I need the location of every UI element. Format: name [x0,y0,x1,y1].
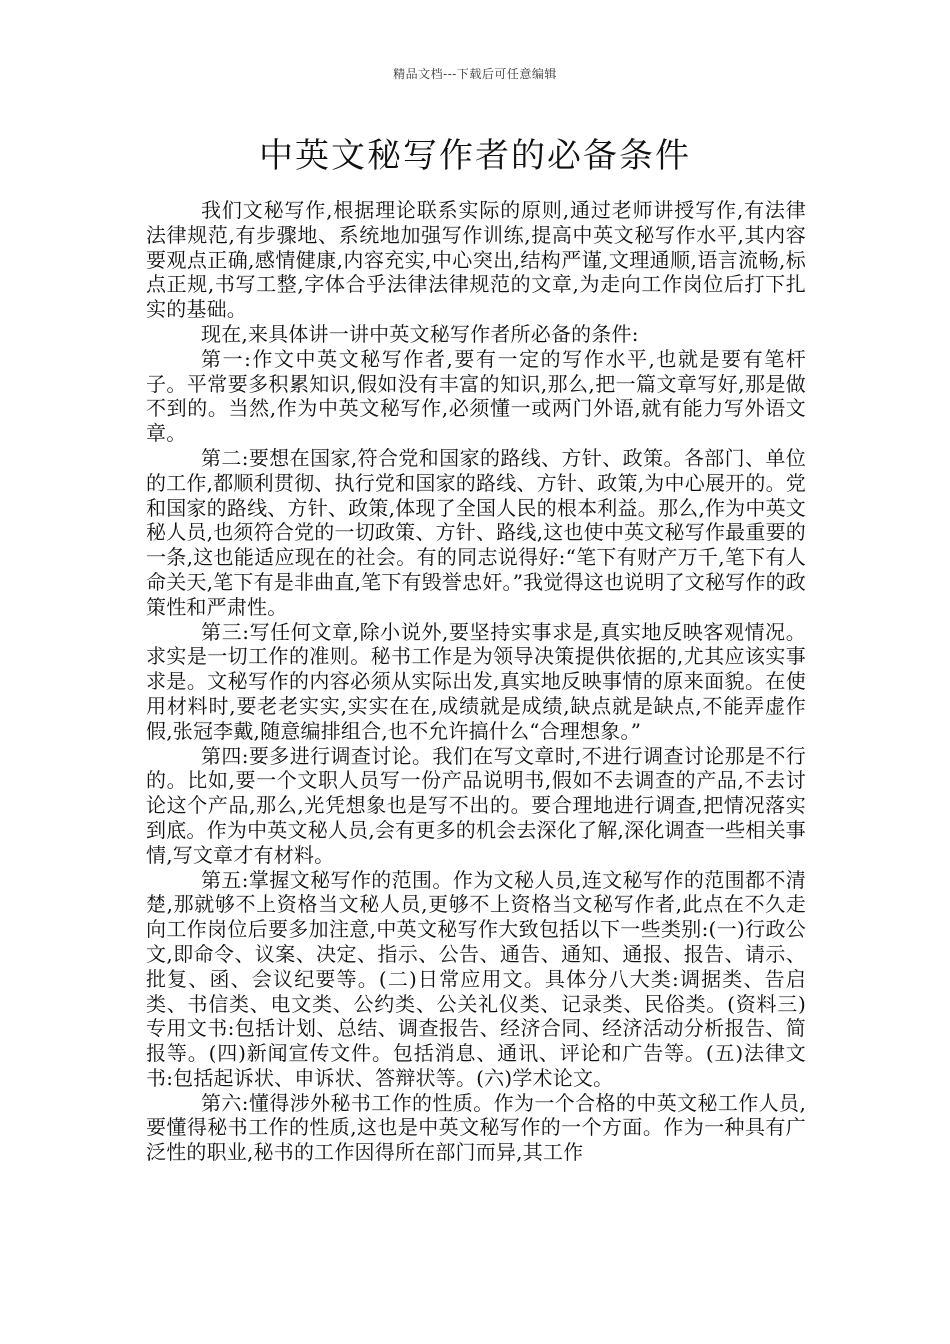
paragraph-condition-3: 第三:写任何文章,除小说外,要坚持实事求是,真实地反映客观情况。求实是一切工作的准则。秘书工作是为领导决策提供依据的,尤其应该实事求是。文秘写作的内容必须从实际出发,真实地反映事情的原来面貌。在使用材料时,要老老实实,实实在在,成绩就是成绩,缺点就是缺点,不能弄虚作假,张冠李戴,随意编排组合,也不允许搞什么“合理想象。” [146,619,806,743]
paragraph-condition-2: 第二:要想在国家,符合党和国家的路线、方针、政策。各部门、单位的工作,都顺利贯彻、执行党和国家的路线、方针、政策,为中心展开的。党和国家的路线、方针、政策,体现了全国人民的根本利益。那么,作为中英文秘人员,也须符合党的一切政策、方针、路线,这也使中英文秘写作最重要的一条,这也能适应现在的社会。有的同志说得好:“笔下有财产万千,笔下有人命关天,笔下有是非曲直,笔下有毁誉忠奸。”我觉得这也说明了文秘写作的政策性和严肃性。 [146,445,806,619]
document-body [146,198,806,1165]
paragraph-intro: 我们文秘写作,根据理论联系实际的原则,通过老师讲授写作,有法律法律规范,有步骤地、系统地加强写作训练,提高中英文秘写作水平,其内容要观点正确,感情健康,内容充实,中心突出,结构严谨,文理通顺,语言流畅,标点正规,书写工整,字体合乎法律法律规范的文章,为走向工作岗位后打下扎实的基础。 [146,198,806,322]
paragraph-condition-6: 第六:懂得涉外秘书工作的性质。作为一个合格的中英文秘工作人员,要懂得秘书工作的性质,这也是中英文秘写作的一个方面。作为一种具有广泛性的职业,秘书的工作因得所在部门而异,其工作 [146,1090,806,1165]
paragraph-condition-4: 第四:要多进行调查讨论。我们在写文章时,不进行调查讨论那是不行的。比如,要一个文职人员写一份产品说明书,假如不去调查的产品,不去讨论这个产品,那么,光凭想象也是写不出的。要合理地进行调查,把情况落实到底。作为中英文秘人员,会有更多的机会去深化了解,深化调查一些相关事情,写文章才有材料。 [146,743,806,867]
paragraph-condition-1: 第一:作文中英文秘写作者,要有一定的写作水平,也就是要有笔杆子。平常要多积累知识,假如没有丰富的知识,那么,把一篇文章写好,那是做不到的。当然,作为中英文秘写作,必须懂一或两门外语,就有能力写外语文章。 [146,346,806,446]
document-title: 中英文秘写作者的必备条件 [259,136,691,176]
paragraph-overview: 现在,来具体讲一讲中英文秘写作者所必备的条件: [201,321,639,346]
paragraph-condition-5: 第五:掌握文秘写作的范围。作为文秘人员,连文秘写作的范围都不清楚,那就够不上资格当文秘人员,更够不上资格当文秘写作者,此点在不久走向工作岗位后要多加注意,中英文秘写作大致包括以下一些类别:(一)行政公文,即命令、议案、决定、指示、公告、通告、通知、通报、报告、请示、批复、函、会议纪要等。(二)日常应用文。具体分八大类:调据类、告启类、书信类、电文类、公约类、公关礼仪类、记录类、民俗类。(资料三)专用文书:包括计划、总结、调查报告、经济合同、经济活动分析报告、简报等。(四)新闻宣传文件。包括消息、通讯、评论和广告等。(五)法律文书:包括起诉状、申诉状、答辩状等。(六)学术论文。 [146,867,806,1090]
page-header-note: 精品文档---下载后可任意编辑 [393,67,557,81]
